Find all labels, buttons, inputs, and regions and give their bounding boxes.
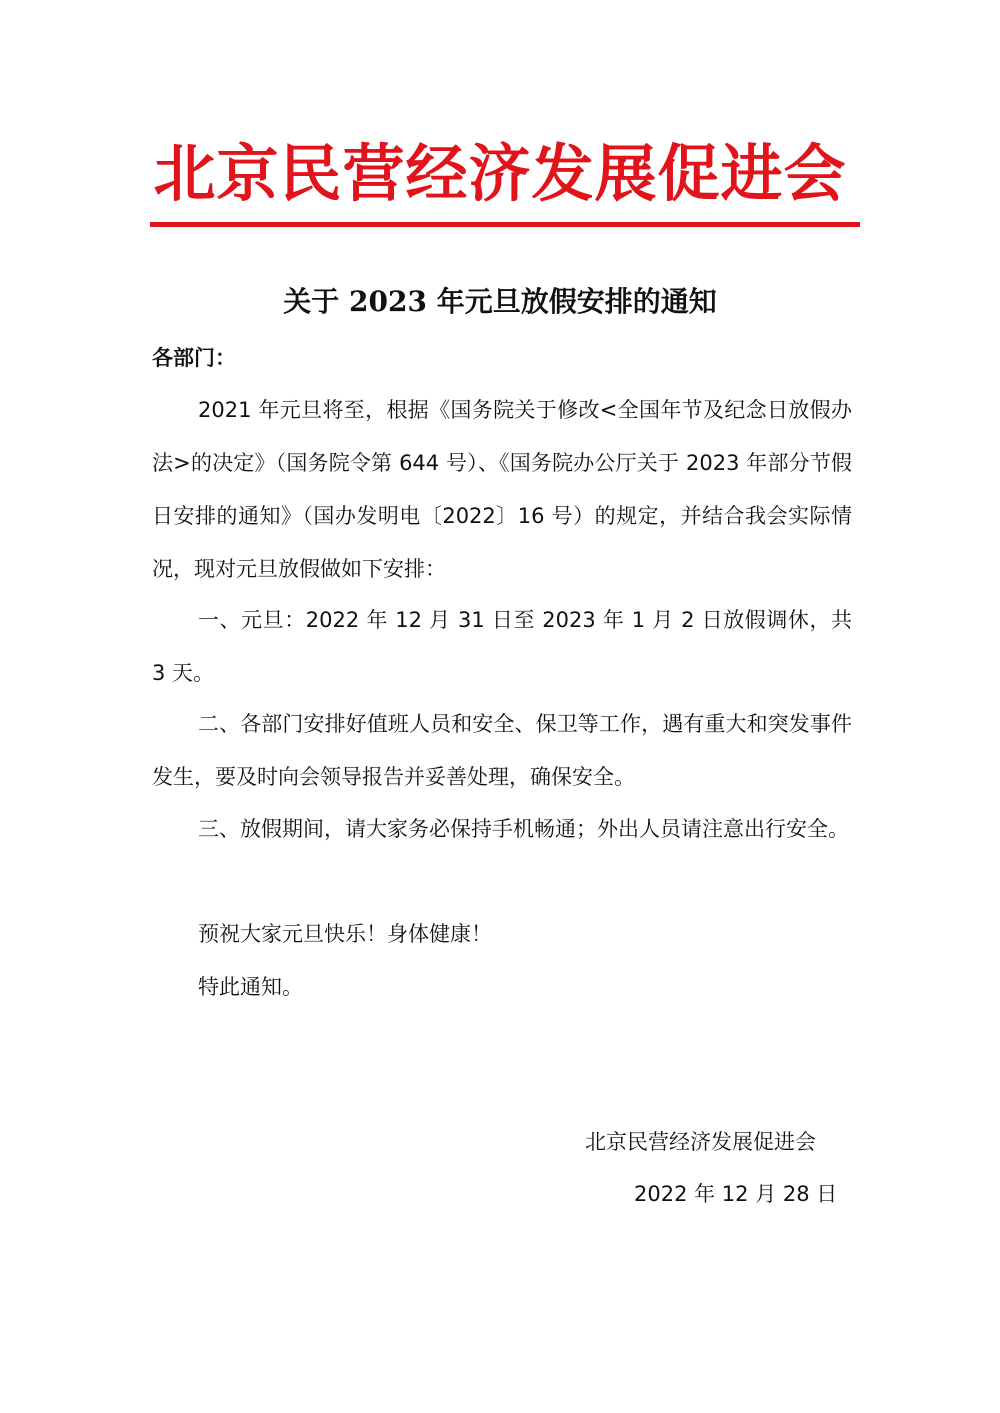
organization-header: 北京民营经济发展促进会 xyxy=(153,137,847,210)
salutation: 各部门： xyxy=(152,346,236,370)
paragraph-intro: 2021 年元旦将至，根据《国务院关于修改<全国年节及纪念日放假办法>的决定》（国务院令第 644 号）、《国务院办公厅关于 2023 年部分节假日安排的通知》（国办发明电〔2022〕16 号）的规定，并结合我会实际情况，现对元旦放假做如下安排： xyxy=(152,398,852,581)
document-title: 关于 2023 年元旦放假安排的通知 xyxy=(283,285,717,318)
signature-organization: 北京民营经济发展促进会 xyxy=(585,1130,816,1154)
paragraph-closing: 特此通知。 xyxy=(198,975,303,999)
header-divider xyxy=(150,222,860,227)
paragraph-wishes: 预祝大家元旦快乐！身体健康！ xyxy=(198,922,492,946)
paragraph-item-3: 三、放假期间，请大家务必保持手机畅通；外出人员请注意出行安全。 xyxy=(198,817,849,841)
paragraph-item-2: 二、各部门安排好值班人员和安全、保卫等工作，遇有重大和突发事件发生，要及时向会领导报告并妥善处理，确保安全。 xyxy=(152,712,852,789)
signature-date: 2022 年 12 月 28 日 xyxy=(634,1182,838,1206)
paragraph-item-1: 一、元旦：2022 年 12 月 31 日至 2023 年 1 月 2 日放假调休，共 3 天。 xyxy=(152,608,852,685)
